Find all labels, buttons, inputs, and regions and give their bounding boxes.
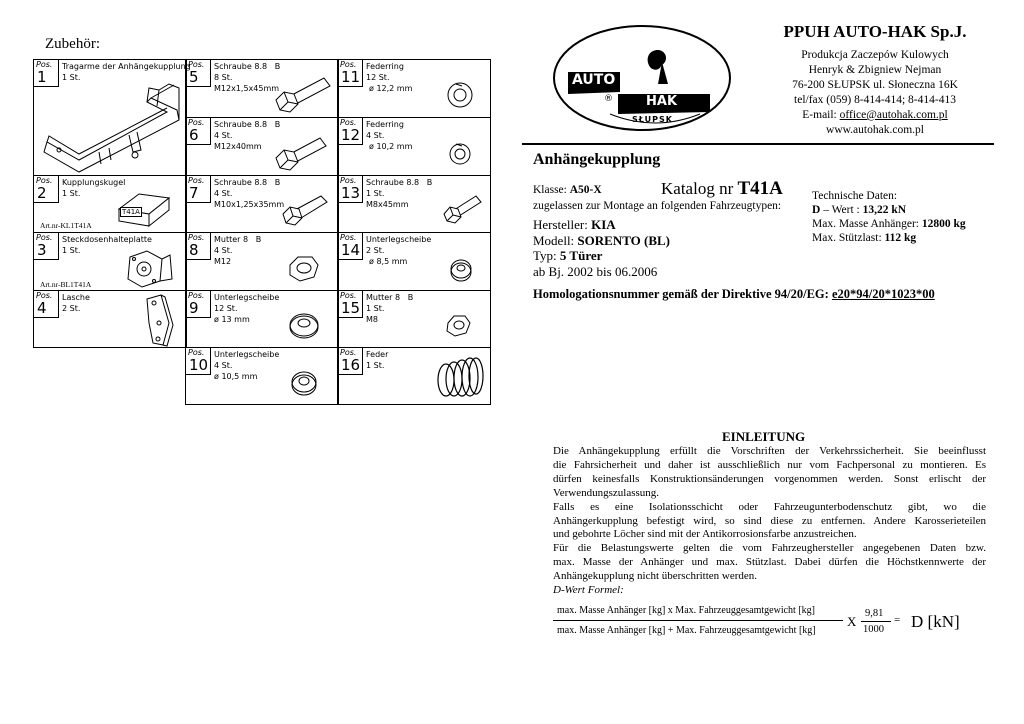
- art-nr-bl: Art.nr-BL1T41A: [40, 280, 92, 289]
- pos-number: 2: [37, 184, 47, 202]
- pos-label: Pos.: [36, 291, 53, 300]
- spring-washer-10-drawing: [444, 138, 476, 170]
- part-name: Federring: [366, 62, 404, 71]
- washer-13-drawing: [286, 307, 322, 343]
- pos-label: Pos.: [340, 291, 357, 300]
- pos-label: Pos.: [340, 118, 357, 127]
- company-line1: Produkcja Zaczepów Kulowych: [801, 49, 949, 61]
- stuetz-value: 112 kg: [884, 232, 917, 244]
- part-cell-14: [337, 232, 491, 291]
- pos-number: 4: [37, 299, 47, 317]
- company-line2: Henryk & Zbigniew Nejman: [808, 64, 942, 76]
- homolog-value: e20*94/20*1023*00: [831, 287, 935, 301]
- pos-number: 12: [341, 126, 361, 144]
- lasche-drawing: [139, 293, 179, 348]
- pos-label: Pos.: [188, 176, 205, 185]
- einleitung-line: Für die Belastungswerte gelten die vom Fahrzeughersteller angegebenen Daten bzw.: [553, 542, 986, 555]
- nut-m12-drawing: [286, 251, 322, 287]
- part-cell-1: [33, 59, 191, 176]
- part-qty: 1 St.: [62, 189, 81, 198]
- socket-plate-drawing: [122, 245, 177, 290]
- part-qty: 1 St.: [366, 361, 385, 370]
- part-cell-6: [185, 117, 339, 176]
- pos-number: 8: [189, 241, 199, 259]
- towbar-arms-drawing: [39, 80, 184, 175]
- part-name: Mutter 8 B: [214, 235, 262, 244]
- company-phone: tel/fax (059) 8-414-414; 8-414-413: [794, 94, 956, 106]
- part-name: Tragarme der Anhängekupplung: [62, 62, 191, 71]
- pos-number: 5: [189, 68, 199, 86]
- formula-fraction-line: [553, 620, 843, 621]
- pos-label: Pos.: [188, 233, 205, 242]
- formula-g: 9,81: [865, 608, 884, 619]
- part-cell-13: [337, 175, 491, 233]
- zugelassen-text: zugelassen zur Montage an folgenden Fahrzeugtypen:: [533, 200, 782, 212]
- art-nr-kl: Art.nr-KL1T41A: [40, 221, 92, 230]
- logo-slupsk: SŁUPSK: [632, 115, 673, 124]
- formula-g-line: [861, 621, 891, 622]
- hersteller-value: KIA: [591, 217, 616, 232]
- part-name: Steckdosenhalteplatte: [62, 235, 152, 244]
- einleitung-body: [553, 445, 986, 598]
- part-qty: 1 St.: [62, 73, 81, 82]
- part-name: Unterlegscheibe: [366, 235, 432, 244]
- part-name: Feder: [366, 350, 389, 359]
- bolt-m8-drawing: [442, 190, 488, 230]
- pos-label: Pos.: [340, 60, 357, 69]
- part-cell-2: [33, 175, 187, 233]
- formula-numerator: max. Masse Anhänger [kg] x Max. Fahrzeuggesamtgewicht [kg]: [557, 605, 815, 616]
- header-divider: [522, 143, 994, 145]
- part-qty: 12 St.: [366, 73, 390, 82]
- part-name: Mutter 8 B: [366, 293, 414, 302]
- pos-number: 11: [341, 68, 361, 86]
- part-spec: ø 10,2 mm: [369, 142, 413, 151]
- klasse: [533, 184, 602, 196]
- part-cell-16: [337, 347, 491, 405]
- modell-value: SORENTO (BL): [577, 232, 671, 248]
- d-label: D: [812, 204, 821, 216]
- pos-number: 16: [341, 356, 361, 374]
- pos-number: 3: [37, 241, 47, 259]
- vehicle-info: [533, 217, 670, 279]
- einleitung-line: dürfen keinesfalls Konstruktionsänderungen vorgenommen werden. Sonst erlischt der: [553, 472, 986, 485]
- part-name: Schraube 8.8 B: [214, 62, 281, 71]
- tech-title: Technische Daten:: [812, 190, 898, 202]
- logo-auto: AUTO: [572, 72, 616, 88]
- part-cell-3: [33, 232, 187, 291]
- ball-tag: T41A: [122, 208, 140, 216]
- katalog-number: T41A: [737, 178, 783, 199]
- pos-label: Pos.: [340, 176, 357, 185]
- part-spec: M12: [214, 257, 232, 266]
- part-cell-9: [185, 290, 339, 348]
- logo-reg: ®: [604, 94, 613, 104]
- stuetz-label: Max. Stützlast:: [812, 232, 885, 244]
- part-qty: 1 St.: [366, 304, 385, 313]
- part-spec: ø 13 mm: [214, 315, 250, 324]
- pos-number: 15: [341, 299, 361, 317]
- part-name: Kupplungskugel: [62, 178, 126, 187]
- part-name: Federring: [366, 120, 404, 129]
- part-spec: ø 10,5 mm: [214, 372, 258, 381]
- einleitung-line: und gebohrte Löcher sind mit der Antikorrosionsfarbe anzustreichen.: [553, 528, 857, 541]
- formula-denominator: max. Masse Anhänger [kg] + Max. Fahrzeuggesamtgewicht [kg]: [557, 625, 816, 636]
- spring-drawing: [434, 352, 486, 402]
- modell-label: Modell:: [533, 232, 578, 248]
- part-qty: 4 St.: [366, 131, 385, 140]
- einleitung-line: max. Masse der Anhänger und max. Stützlast. Dabei dürfen die Höchstkennwerte der: [553, 556, 986, 569]
- part-qty: 8 St.: [214, 73, 233, 82]
- klasse-value: A50-X: [569, 184, 602, 196]
- formula-equals: =: [894, 614, 901, 626]
- part-qty: 1 St.: [62, 246, 81, 255]
- technical-data: [812, 189, 966, 245]
- formula-thousand: 1000: [863, 624, 884, 635]
- part-qty: 4 St.: [214, 131, 233, 140]
- spring-washer-12-drawing: [442, 78, 478, 112]
- pos-label: Pos.: [188, 291, 205, 300]
- logo-hak: HAK: [646, 94, 678, 109]
- einleitung-line: Verwendungszulassung.: [553, 486, 660, 499]
- company-logo: [550, 22, 735, 134]
- part-cell-4: [33, 290, 187, 348]
- hersteller-label: Hersteller:: [533, 217, 592, 232]
- d-text: – Wert :: [820, 204, 863, 216]
- part-name: Schraube 8.8 B: [214, 178, 281, 187]
- homolog-label: Homologationsnummer gemäß der Direktive 94/20/EG:: [533, 287, 832, 301]
- pos-number: 6: [189, 126, 199, 144]
- klasse-label: Klasse:: [533, 184, 570, 196]
- pos-label: Pos.: [188, 118, 205, 127]
- homologation: [533, 287, 935, 302]
- bolt-m10-drawing: [281, 190, 336, 230]
- typ-value: 5 Türer: [559, 248, 603, 263]
- part-name: Schraube 8.8 B: [366, 178, 433, 187]
- email-label: E-mail:: [802, 109, 840, 121]
- baujahr: ab Bj. 2002 bis 06.2006: [533, 263, 658, 279]
- formula-result: D [kN]: [911, 612, 960, 631]
- part-qty: 4 St.: [214, 246, 233, 255]
- einleitung-line: Anhängekupplung nicht überschritten werden.: [553, 570, 758, 583]
- website-link[interactable]: www.autohak.com.pl: [826, 124, 924, 136]
- part-cell-8: [185, 232, 339, 291]
- einleitung-line: Falls es eine Isolationsschicht oder Fahrzeugunterbodenschutz gibt, wo die: [553, 500, 986, 513]
- pos-label: Pos.: [188, 348, 205, 357]
- pos-number: 13: [341, 184, 361, 202]
- part-spec: M12x40mm: [214, 142, 262, 151]
- part-qty: 1 St.: [366, 189, 385, 198]
- part-name: Schraube 8.8 B: [214, 120, 281, 129]
- part-qty: 2 St.: [62, 304, 81, 313]
- part-spec: M8: [366, 315, 378, 324]
- pos-number: 9: [189, 299, 199, 317]
- email-link[interactable]: office@autohak.com.pl: [839, 109, 948, 121]
- einleitung-title: EINLEITUNG: [722, 429, 806, 444]
- part-spec: ø 8,5 mm: [369, 257, 408, 266]
- pos-number: 1: [37, 68, 47, 86]
- pos-number: 7: [189, 184, 199, 202]
- part-spec: ø 12,2 mm: [369, 84, 413, 93]
- pos-label: Pos.: [340, 233, 357, 242]
- formula-x: X: [847, 614, 857, 629]
- masse-label: Max. Masse Anhänger:: [812, 218, 922, 230]
- part-qty: 12 St.: [214, 304, 238, 313]
- part-qty: 4 St.: [214, 361, 233, 370]
- einleitung-line: Anhängerkupplung befestigt wird, so sind diese zu entfernen. Andere Karosserieteilen: [553, 514, 986, 527]
- part-name: Lasche: [62, 293, 90, 302]
- einleitung-line: die Fahrsicherheit und daher ist ausschließlich nur vom Fachpersonal zu montieren. Es: [553, 458, 986, 471]
- part-name: Unterlegscheibe: [214, 293, 280, 302]
- typ-label: Typ:: [533, 248, 560, 263]
- bolt-m12-45-drawing: [274, 74, 336, 116]
- part-cell-7: [185, 175, 339, 233]
- washer-10-5-drawing: [286, 366, 322, 400]
- zubehoer-label: Zubehör:: [45, 36, 100, 52]
- parts-grid: [33, 59, 491, 405]
- formula-title: D-Wert Formel:: [553, 584, 624, 597]
- pos-number: 14: [341, 241, 361, 259]
- part-cell-5: [185, 59, 339, 118]
- masse-value: 12800 kg: [921, 218, 966, 230]
- d-value: 13,22 kN: [862, 204, 907, 216]
- part-cell-15: [337, 290, 491, 348]
- washer-8-5-drawing: [446, 255, 476, 285]
- nut-m8-drawing: [444, 311, 474, 341]
- product-title: Anhängekupplung: [533, 151, 661, 168]
- pos-label: Pos.: [36, 60, 53, 69]
- pos-label: Pos.: [36, 233, 53, 242]
- company-address: 76-200 SŁUPSK ul. Słoneczna 16K: [792, 79, 958, 91]
- part-qty: 4 St.: [214, 189, 233, 198]
- pos-label: Pos.: [188, 60, 205, 69]
- pos-number: 10: [189, 356, 209, 374]
- katalog: [661, 178, 783, 200]
- part-name: Unterlegscheibe: [214, 350, 280, 359]
- pos-label: Pos.: [340, 348, 357, 357]
- company-name: PPUH AUTO-HAK Sp.J.: [783, 22, 967, 41]
- part-cell-10: [185, 347, 339, 405]
- pos-label: Pos.: [36, 176, 53, 185]
- part-spec: M12x1,5x45mm: [214, 84, 280, 93]
- part-cell-12: [337, 117, 491, 176]
- company-block: [760, 20, 990, 138]
- einleitung-line: Die Anhängekupplung erfüllt die Vorschriften der Verkehrssicherheit. Sie beeinflusst: [553, 445, 986, 457]
- part-cell-11: [337, 59, 491, 118]
- bolt-m12-40-drawing: [274, 132, 336, 174]
- part-qty: 2 St.: [366, 246, 385, 255]
- part-spec: M8x45mm: [366, 200, 409, 209]
- katalog-label: Katalog nr: [661, 179, 738, 198]
- part-spec: M10x1,25x35mm: [214, 200, 285, 209]
